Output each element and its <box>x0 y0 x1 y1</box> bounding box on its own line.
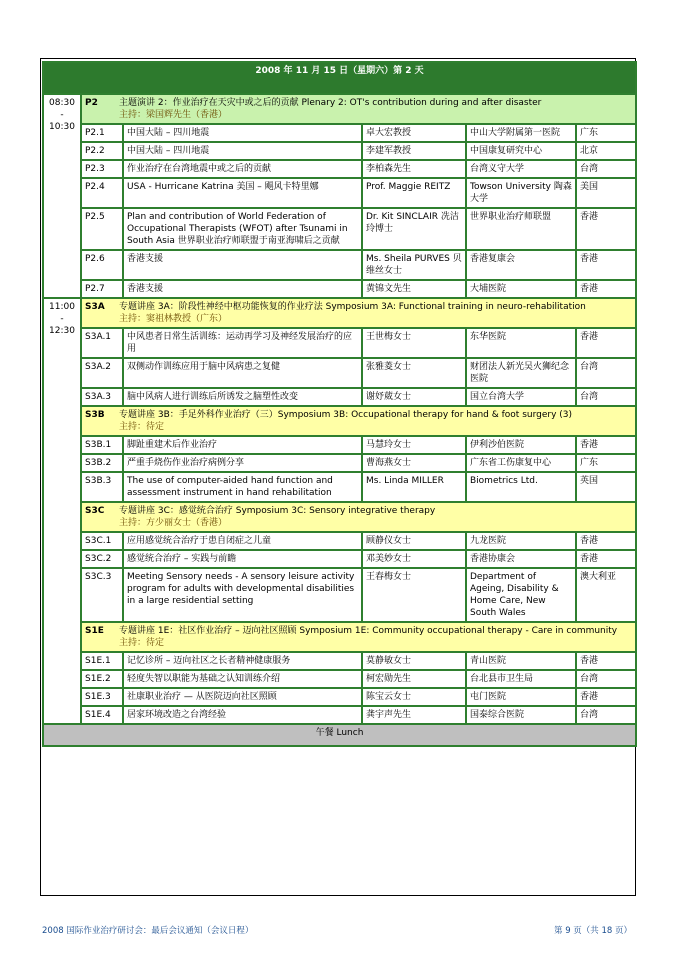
session-header <box>81 406 636 436</box>
session-header-row <box>43 406 636 436</box>
talk-id: S3B.3 <box>81 472 123 502</box>
talk-region: 香港 <box>576 328 636 358</box>
time-end: 10:30 <box>49 122 75 132</box>
talk-id: S3B.1 <box>81 436 123 454</box>
talk-title-cell: USA - Hurricane Katrina 美国 – 飓风卡特里娜 <box>123 178 362 208</box>
time-slot <box>43 94 81 298</box>
talk-id: S3C.2 <box>81 550 123 568</box>
session-host: 主持：待定 <box>119 422 165 432</box>
talk-region: 香港 <box>576 652 636 670</box>
session-title-line <box>85 409 632 421</box>
talk-organization: 大埔医院 <box>466 280 576 298</box>
talk-row <box>43 568 636 622</box>
session-host: 主持：梁国辉先生（香港） <box>119 110 228 120</box>
lunch-row <box>43 724 636 746</box>
talk-title-cell: 轻度失智以职能为基础之认知训练介绍 <box>123 670 362 688</box>
talk-title-cell: 感觉统合治疗 – 实践与前瞻 <box>123 550 362 568</box>
session-host: 主持：方少丽女士（香港） <box>119 518 228 528</box>
session-header <box>81 298 636 328</box>
talk-row <box>43 436 636 454</box>
talk-row <box>43 652 636 670</box>
talk-region: 香港 <box>576 436 636 454</box>
talk-organization: 广东省工伤康复中心 <box>466 454 576 472</box>
talk-row <box>43 250 636 280</box>
talk-region: 美国 <box>576 178 636 208</box>
session-code: S3C <box>85 506 105 516</box>
talk-organization: 香港复康会 <box>466 250 576 280</box>
talk-id: P2.4 <box>81 178 123 208</box>
talk-title-cell: 双侧动作训练应用于脑中风病患之复健 <box>123 358 362 388</box>
talk-title-cell: 中国大陆 – 四川地震 <box>123 124 362 142</box>
talk-title-cell: 居家环境改造之台湾经验 <box>123 706 362 724</box>
session-header-row <box>43 298 636 328</box>
talk-speaker: 邓美妙女士 <box>362 550 466 568</box>
talk-id: S3A.1 <box>81 328 123 358</box>
talk-id: S1E.1 <box>81 652 123 670</box>
session-title: 专题讲座 3A：阶段性神经中枢功能恢复的作业疗法 Symposium 3A: Functional training in neuro-rehabilitation <box>119 302 586 312</box>
talk-id: P2.1 <box>81 124 123 142</box>
session-title: 专题讲座 3B：手足外科作业治疗（三）Symposium 3B: Occupational therapy for hand & foot surgery (3) <box>119 410 573 420</box>
talk-row <box>43 328 636 358</box>
talk-speaker: 龚宇声先生 <box>362 706 466 724</box>
talk-speaker: Prof. Maggie REITZ <box>362 178 466 208</box>
talk-row <box>43 670 636 688</box>
talk-id: P2.7 <box>81 280 123 298</box>
talk-region: 香港 <box>576 250 636 280</box>
talk-region: 台湾 <box>576 706 636 724</box>
talk-speaker: 王世梅女士 <box>362 328 466 358</box>
talk-speaker: Ms. Sheila PURVES 贝维丝女士 <box>362 250 466 280</box>
talk-title-cell: 严重手烧伤作业治疗病例分享 <box>123 454 362 472</box>
talk-organization: 屯门医院 <box>466 688 576 706</box>
talk-row <box>43 532 636 550</box>
time-start: 11:00 <box>49 302 75 312</box>
talk-row <box>43 280 636 298</box>
talk-speaker: 马慧玲女士 <box>362 436 466 454</box>
time-start: 08:30 <box>49 98 75 108</box>
talk-speaker: 卓大宏教授 <box>362 124 466 142</box>
talk-organization: Department of Ageing, Disability & Home Care, New South Wales <box>466 568 576 622</box>
session-header-row <box>43 502 636 532</box>
talk-row <box>43 178 636 208</box>
talk-speaker: 柯宏勋先生 <box>362 670 466 688</box>
talk-organization: 东华医院 <box>466 328 576 358</box>
talk-organization: 国泰综合医院 <box>466 706 576 724</box>
talk-speaker: 顾静仪女士 <box>362 532 466 550</box>
talk-title-cell: 中风患者日常生活训练：运动再学习及神经发展治疗的应用 <box>123 328 362 358</box>
session-title: 主题演讲 2：作业治疗在天灾中或之后的贡献 Plenary 2: OT's contribution during and after disaster <box>119 98 542 108</box>
talk-id: S3A.2 <box>81 358 123 388</box>
talk-region: 台湾 <box>576 358 636 388</box>
talk-id: S3B.2 <box>81 454 123 472</box>
talk-region: 台湾 <box>576 670 636 688</box>
talk-region: 北京 <box>576 142 636 160</box>
talk-organization: Biometrics Ltd. <box>466 472 576 502</box>
talk-row <box>43 358 636 388</box>
session-title-line <box>85 97 632 109</box>
session-title-line <box>85 505 632 517</box>
talk-title-cell: 香港支援 <box>123 280 362 298</box>
talk-row <box>43 142 636 160</box>
talk-title-cell: Meeting Sensory needs - A sensory leisure activity program for adults with developmental disabilities in a large residential setting <box>123 568 362 622</box>
talk-row <box>43 160 636 178</box>
talk-organization: 中国康复研究中心 <box>466 142 576 160</box>
session-code: S3A <box>85 302 105 312</box>
talk-region: 香港 <box>576 208 636 250</box>
talk-region: 香港 <box>576 688 636 706</box>
talk-organization: 台北县市卫生局 <box>466 670 576 688</box>
talk-region: 香港 <box>576 280 636 298</box>
talk-region: 澳大利亚 <box>576 568 636 622</box>
talk-title-cell: 香港支援 <box>123 250 362 280</box>
talk-id: S1E.3 <box>81 688 123 706</box>
talk-id: P2.6 <box>81 250 123 280</box>
talk-region: 广东 <box>576 454 636 472</box>
time-separator: - <box>60 314 64 324</box>
talk-row <box>43 550 636 568</box>
session-code: S3B <box>85 410 105 420</box>
talk-id: P2.3 <box>81 160 123 178</box>
time-slot <box>43 298 81 724</box>
talk-speaker: 谢妤葳女士 <box>362 388 466 406</box>
session-title-line <box>85 301 632 313</box>
talk-organization: Towson University 陶森大学 <box>466 178 576 208</box>
talk-speaker: 黄锦文先生 <box>362 280 466 298</box>
talk-organization: 财团法人新光吴火狮纪念医院 <box>466 358 576 388</box>
talk-region: 台湾 <box>576 160 636 178</box>
session-header-row <box>43 622 636 652</box>
schedule-table <box>42 61 637 747</box>
talk-speaker: Dr. Kit SINCLAIR 冼洁玲博士 <box>362 208 466 250</box>
talk-title-cell: 应用感觉统合治疗于患自闭症之儿童 <box>123 532 362 550</box>
talk-id: S3A.3 <box>81 388 123 406</box>
session-header <box>81 622 636 652</box>
talk-organization: 中山大学附属第一医院 <box>466 124 576 142</box>
talk-organization: 青山医院 <box>466 652 576 670</box>
talk-speaker: 王春梅女士 <box>362 568 466 622</box>
session-code: S1E <box>85 626 104 636</box>
session-header-row <box>43 94 636 124</box>
talk-title-cell: 脑中风病人进行训练后所诱发之脑塑性改变 <box>123 388 362 406</box>
footer-conference: 2008 国际作业治疗研讨会：最后会议通知（会议日程） <box>42 926 254 936</box>
talk-title-cell: 作业治疗在台湾地震中或之后的贡献 <box>123 160 362 178</box>
talk-speaker: 曹海燕女士 <box>362 454 466 472</box>
talk-region: 香港 <box>576 550 636 568</box>
schedule-body <box>43 62 636 746</box>
talk-speaker: 李柏森先生 <box>362 160 466 178</box>
talk-speaker: 张雅菱女士 <box>362 358 466 388</box>
talk-region: 香港 <box>576 532 636 550</box>
lunch-label: 午餐 Lunch <box>43 724 636 746</box>
talk-row <box>43 124 636 142</box>
footer-page-number: 第 9 页（共 18 页） <box>554 926 633 936</box>
talk-speaker: 李建军教授 <box>362 142 466 160</box>
talk-row <box>43 688 636 706</box>
talk-row <box>43 388 636 406</box>
talk-row <box>43 706 636 724</box>
talk-id: P2.5 <box>81 208 123 250</box>
talk-row <box>43 208 636 250</box>
session-title: 专题讲座 1E：社区作业治疗 – 迈向社区照顾 Symposium 1E: Community occupational therapy - Care in community <box>119 626 618 636</box>
talk-speaker: 陈宝云女士 <box>362 688 466 706</box>
talk-organization: 国立台湾大学 <box>466 388 576 406</box>
talk-organization: 世界职业治疗师联盟 <box>466 208 576 250</box>
talk-id: P2.2 <box>81 142 123 160</box>
talk-title-cell: 记忆诊所 – 迈向社区之长者精神健康服务 <box>123 652 362 670</box>
session-title-line <box>85 625 632 637</box>
talk-organization: 香港协康会 <box>466 550 576 568</box>
talk-region: 台湾 <box>576 388 636 406</box>
talk-id: S1E.4 <box>81 706 123 724</box>
talk-speaker: 莫静敏女士 <box>362 652 466 670</box>
talk-title-cell: Plan and contribution of World Federation of Occupational Therapists (WFOT) after Tsunami in South Asia 世界职业治疗师联盟于南亚海啸后之贡献 <box>123 208 362 250</box>
talk-row <box>43 454 636 472</box>
session-title: 专题讲座 3C：感觉统合治疗 Symposium 3C: Sensory integrative therapy <box>119 506 436 516</box>
talk-speaker: Ms. Linda MILLER <box>362 472 466 502</box>
talk-organization: 台湾义守大学 <box>466 160 576 178</box>
talk-id: S3C.1 <box>81 532 123 550</box>
talk-organization: 伊利沙伯医院 <box>466 436 576 454</box>
talk-id: S1E.2 <box>81 670 123 688</box>
session-header <box>81 502 636 532</box>
session-code: P2 <box>85 98 98 108</box>
talk-title-cell: 脚趾重建术后作业治疗 <box>123 436 362 454</box>
talk-id: S3C.3 <box>81 568 123 622</box>
time-end: 12:30 <box>49 326 75 336</box>
day-title: 2008 年 11 月 15 日（星期六）第 2 天 <box>43 62 636 94</box>
talk-region: 英国 <box>576 472 636 502</box>
session-header <box>81 94 636 124</box>
talk-title-cell: 社康职业治疗 — 从医院迈向社区照顾 <box>123 688 362 706</box>
session-host: 主持：窦祖林教授（广东） <box>119 314 228 324</box>
talk-row <box>43 472 636 502</box>
time-separator: - <box>60 110 64 120</box>
talk-region: 广东 <box>576 124 636 142</box>
talk-title-cell: 中国大陆 – 四川地震 <box>123 142 362 160</box>
session-host: 主持：待定 <box>119 638 165 648</box>
talk-organization: 九龙医院 <box>466 532 576 550</box>
talk-title-cell: The use of computer-aided hand function and assessment instrument in hand rehabilitation <box>123 472 362 502</box>
